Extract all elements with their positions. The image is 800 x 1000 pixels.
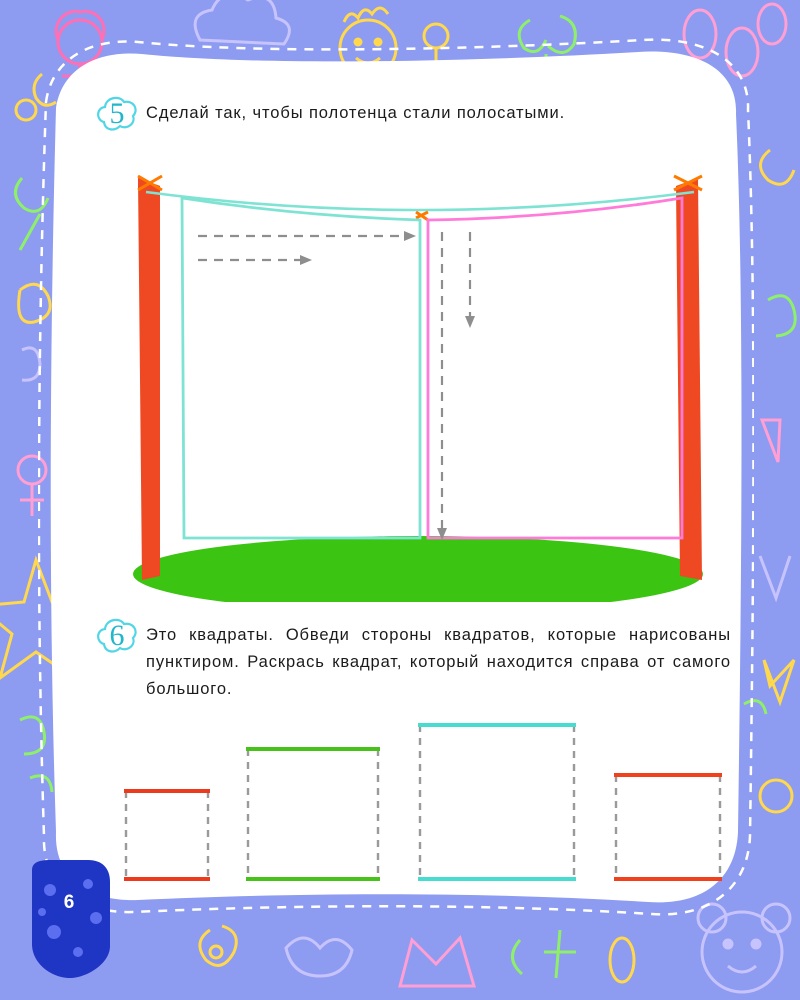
worksheet-sheet	[38, 32, 754, 922]
towel-right	[428, 198, 682, 538]
page-number-tag	[26, 860, 112, 980]
grass-ellipse	[133, 536, 703, 602]
square-2	[246, 749, 380, 879]
towel-left	[182, 198, 420, 538]
pole-right	[676, 178, 702, 580]
arrow-head-v2-icon	[465, 316, 475, 328]
square-3	[418, 725, 576, 879]
square-1	[124, 791, 210, 879]
arrow-head-h2-icon	[300, 255, 312, 265]
square-4	[614, 775, 722, 879]
guide-arrows-vertical	[442, 232, 470, 530]
arrow-head-h1-icon	[404, 231, 416, 241]
task-5-instruction: Сделай так, чтобы полотенца стали полосатыми.	[146, 104, 566, 122]
squares-scene	[68, 687, 728, 897]
page-number: 6	[63, 892, 75, 913]
page-tag-shape	[26, 860, 112, 980]
pole-left	[138, 178, 160, 580]
task-number-5-label: 5	[109, 97, 125, 130]
task-6-instruction: Это квадраты. Обведи стороны квадратов, которые нарисованы пунктиром. Раскрась квадрат, который находится справа от самого большого.	[146, 626, 731, 698]
towels-scene	[98, 132, 738, 602]
task-number-6-label: 6	[109, 619, 125, 652]
task-number-6	[94, 614, 140, 660]
